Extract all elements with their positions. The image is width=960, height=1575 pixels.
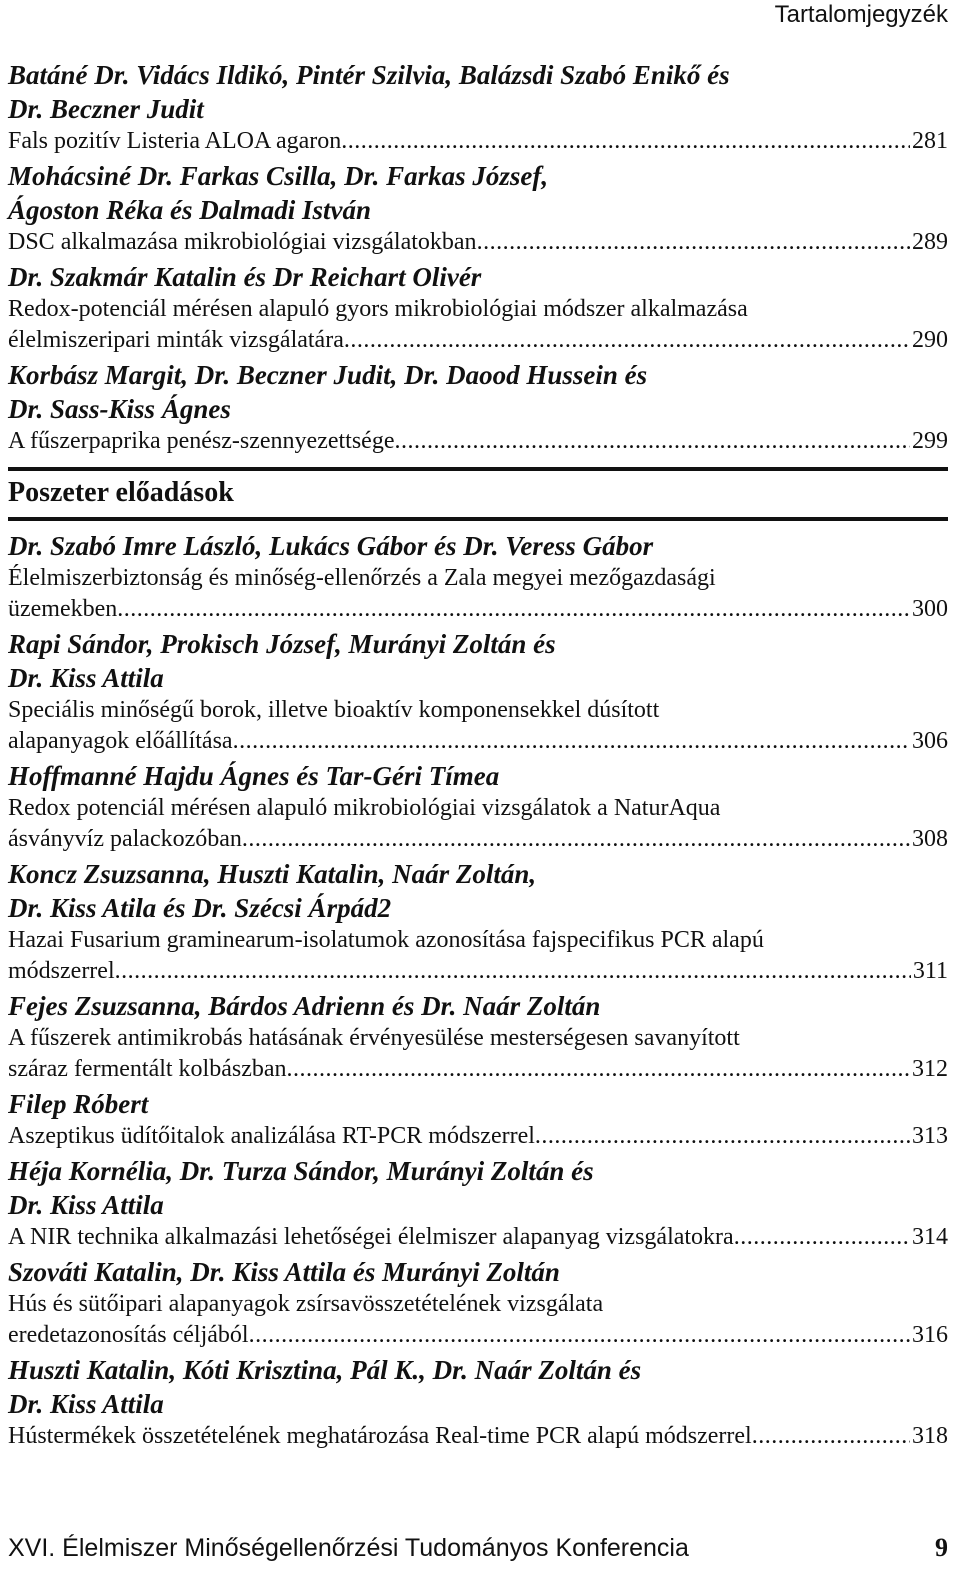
toc-entry-page: 281 — [912, 128, 948, 154]
toc-entry-page: 289 — [912, 229, 948, 255]
toc-entry-title-line — [8, 1054, 948, 1085]
section-divider — [8, 467, 948, 521]
toc-entry[interactable] — [8, 1353, 948, 1452]
toc-entry[interactable] — [8, 857, 948, 987]
toc-entry-authors: Batáné Dr. Vidács Ildikó, Pintér Szilvia, Balázsdi Szabó Enikő és Dr. Beczner Judit — [8, 60, 730, 124]
toc-entry-authors: Dr. Szabó Imre László, Lukács Gábor és Dr. Veress Gábor — [8, 531, 654, 561]
toc-entry-authors: Fejes Zsuzsanna, Bárdos Adrienn és Dr. Naár Zoltán — [8, 991, 601, 1021]
toc-entry[interactable] — [8, 1255, 948, 1351]
toc-entry-page: 314 — [912, 1224, 948, 1250]
toc-entry-title-line — [8, 227, 948, 258]
footer-page-number: 9 — [935, 1533, 948, 1562]
toc-entry-title-line: Speciális minőségű borok, illetve bioaktív komponensekkel dúsított — [8, 697, 660, 723]
toc-entry-title-line — [8, 1222, 948, 1253]
toc-entry-title-line — [8, 1421, 948, 1452]
toc-entries-bottom — [8, 529, 948, 1452]
toc-entry-title — [8, 1421, 948, 1452]
toc-entry-title-line — [8, 1320, 948, 1351]
toc-entry-title-line — [8, 594, 948, 625]
toc-entry-page: 290 — [912, 327, 948, 353]
toc-entry-title-line — [8, 1121, 948, 1152]
toc-entry-title-text: száraz fermentált kolbászban — [8, 1056, 287, 1082]
dot-leader — [117, 594, 910, 625]
toc-entry-title-text: A fűszerpaprika penész-szennyezettsége — [8, 428, 395, 454]
dot-leader — [233, 726, 910, 757]
dot-leader — [115, 956, 911, 987]
toc-entry-title — [8, 695, 948, 757]
running-header: Tartalomjegyzék — [774, 1, 948, 28]
toc-entry-authors: Korbász Margit, Dr. Beczner Judit, Dr. Daood Hussein és Dr. Sass-Kiss Ágnes — [8, 360, 648, 424]
toc-entry-page: 312 — [912, 1056, 948, 1082]
toc-entry-title — [8, 227, 948, 258]
toc-entry[interactable] — [8, 358, 948, 457]
toc-entry[interactable] — [8, 58, 948, 157]
toc-entry-title-text: DSC alkalmazása mikrobiológiai vizsgálatokban — [8, 229, 477, 255]
toc-entry-title-text: módszerrel — [8, 958, 115, 984]
toc-entry-title — [8, 793, 948, 855]
toc-entry-page: 311 — [912, 958, 948, 984]
toc-entry[interactable] — [8, 260, 948, 356]
toc-entry-title-text: Fals pozitív Listeria ALOA agaron — [8, 128, 342, 154]
dot-leader — [287, 1054, 910, 1085]
toc-entry-title-line: Hazai Fusarium graminearum-isolatumok azonosítása fajspecifikus PCR alapú — [8, 927, 764, 953]
toc-entry[interactable] — [8, 1087, 948, 1152]
toc-entry-title-text: A NIR technika alkalmazási lehetőségei élelmiszer alapanyag vizsgálatokra — [8, 1224, 734, 1250]
toc-entry-title-text: üzemekben — [8, 596, 118, 622]
toc-entry-title-text: Aszeptikus üdítőitalok analizálása RT-PCR módszerrel — [8, 1123, 535, 1149]
toc-entry[interactable] — [8, 1154, 948, 1253]
toc-entry-title-line: Redox potenciál mérésen alapuló mikrobiológiai vizsgálatok a NaturAqua — [8, 795, 721, 821]
toc-entry-title-line — [8, 325, 948, 356]
toc-entry-title — [8, 126, 948, 157]
toc-entry-page: 313 — [912, 1123, 948, 1149]
toc-entry-title-text: Hústermékek összetételének meghatározása Real-time PCR alapú módszerrel — [8, 1423, 752, 1449]
toc-entry-title — [8, 1289, 948, 1351]
toc-entry-title — [8, 1222, 948, 1253]
toc-entry-page: 306 — [912, 728, 948, 754]
dot-leader — [394, 426, 910, 457]
toc-entry-authors: Koncz Zsuzsanna, Huszti Katalin, Naár Zoltán, Dr. Kiss Atila és Dr. Szécsi Árpád2 — [8, 859, 537, 923]
toc-entry-authors: Mohácsiné Dr. Farkas Csilla, Dr. Farkas József, Ágoston Réka és Dalmadi István — [8, 161, 549, 225]
toc-entry-title-line — [8, 126, 948, 157]
toc-entry[interactable] — [8, 529, 948, 625]
toc-entry-title — [8, 563, 948, 625]
toc-entry-title-text: élelmiszeripari minták vizsgálatára — [8, 327, 344, 353]
dot-leader — [535, 1121, 910, 1152]
toc-entry-title-line: A fűszerek antimikrobás hatásának érvényesülése mesterségesen savanyított — [8, 1025, 740, 1051]
toc-entry-title — [8, 1121, 948, 1152]
toc-entry-title — [8, 426, 948, 457]
dot-leader — [477, 227, 910, 258]
dot-leader — [341, 126, 910, 157]
toc-entries-top — [8, 58, 948, 457]
dot-leader — [242, 824, 910, 855]
dot-leader — [734, 1222, 910, 1253]
section-title: Poszeter előadások — [8, 477, 234, 508]
toc-entry[interactable] — [8, 989, 948, 1085]
toc-entry[interactable] — [8, 159, 948, 258]
toc-entry-page: 316 — [912, 1322, 948, 1348]
toc-entry-authors: Héja Kornélia, Dr. Turza Sándor, Murányi Zoltán és Dr. Kiss Attila — [8, 1156, 594, 1220]
dot-leader — [752, 1421, 910, 1452]
toc-entry[interactable] — [8, 627, 948, 757]
toc-entry-title-line: Hús és sütőipari alapanyagok zsírsavösszetételének vizsgálata — [8, 1291, 604, 1317]
toc-entry-authors: Hoffmanné Hajdu Ágnes és Tar-Géri Tímea — [8, 761, 500, 791]
toc-entry-page: 300 — [912, 596, 948, 622]
toc-entry-page: 318 — [912, 1423, 948, 1449]
footer-conference: XVI. Élelmiszer Minőségellenőrzési Tudományos Konferencia — [8, 1534, 689, 1562]
toc-entry-authors: Szováti Katalin, Dr. Kiss Attila és Murányi Zoltán — [8, 1257, 560, 1287]
toc-entry-page: 299 — [912, 428, 948, 454]
toc-entry-title-line: Élelmiszerbiztonság és minőség-ellenőrzés a Zala megyei mezőgazdasági — [8, 565, 716, 591]
toc-entry-authors: Filep Róbert — [8, 1089, 149, 1119]
toc-entry-authors: Huszti Katalin, Kóti Krisztina, Pál K., Dr. Naár Zoltán és Dr. Kiss Attila — [8, 1355, 642, 1419]
page-footer — [8, 1533, 948, 1563]
toc-entry-title-text: ásványvíz palackozóban — [8, 826, 242, 852]
dot-leader — [249, 1320, 910, 1351]
toc-entry-title — [8, 1023, 948, 1085]
table-of-contents — [8, 58, 948, 1454]
toc-entry-title-line — [8, 956, 948, 987]
toc-entry-title-line — [8, 824, 948, 855]
toc-entry[interactable] — [8, 759, 948, 855]
toc-entry-title-line: Redox-potenciál mérésen alapuló gyors mikrobiológiai módszer alkalmazása — [8, 296, 748, 322]
toc-entry-title-line — [8, 726, 948, 757]
toc-entry-title — [8, 294, 948, 356]
toc-entry-title-text: alapanyagok előállítása — [8, 728, 233, 754]
dot-leader — [344, 325, 910, 356]
toc-entry-title-line — [8, 426, 948, 457]
toc-entry-authors: Dr. Szakmár Katalin és Dr Reichart Olivér — [8, 262, 482, 292]
toc-entry-title — [8, 925, 948, 987]
toc-entry-page: 308 — [912, 826, 948, 852]
toc-entry-authors: Rapi Sándor, Prokisch József, Murányi Zoltán és Dr. Kiss Attila — [8, 629, 556, 693]
toc-entry-title-text: eredetazonosítás céljából — [8, 1322, 249, 1348]
